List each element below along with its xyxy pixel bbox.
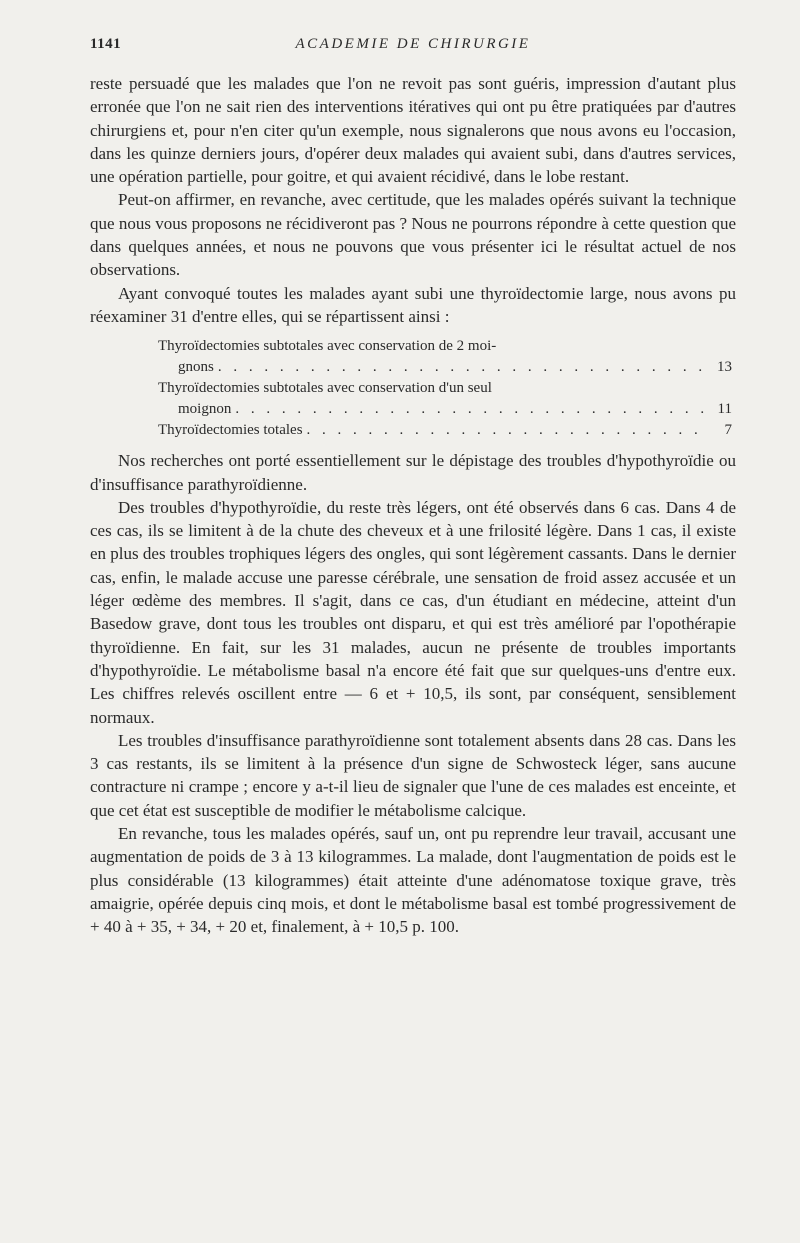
- table-row-label: Thyroïdectomies totales: [158, 422, 303, 439]
- running-header: [90, 36, 736, 60]
- table-row-label-cont: gnons: [178, 359, 214, 376]
- table-row: [158, 357, 732, 378]
- journal-title: ACADEMIE DE CHIRURGIE: [295, 36, 531, 52]
- table-row-count: 7: [724, 422, 732, 439]
- paragraph-3: Ayant convoqué toutes les malades ayant subi une thyroïdectomie large, nous avons pu réexaminer 31 d'entre elles, qui se répartissent ainsi :: [90, 283, 736, 326]
- article-body: [90, 72, 736, 939]
- leader-dots: [307, 420, 710, 441]
- paragraph-6: Les troubles d'insuffisance parathyroïdienne sont totalement absents dans 28 cas. Dans les 3 cas restants, ils se limitent à la présence d'un signe de Schwosteck léger, sans aucune contracture ni crampe ; encore y a-t-il lieu de signaler que l'une de ces malades est enceinte, et que cet état est susceptible de modifier le métabolisme calcique.: [90, 730, 736, 820]
- table-row: [158, 399, 732, 420]
- table-row: [158, 378, 732, 399]
- operations-table: [90, 336, 736, 441]
- paragraph-2: Peut-on affirmer, en revanche, avec certitude, que les malades opérés suivant la technique que nous vous proposons ne récidiveront pas ? Nous ne pourrons répondre à cette question que dans quelques années, et nous ne pouvons que vous présenter ici le résultat actuel de nos observations.: [90, 190, 736, 280]
- leader-dots: [235, 399, 710, 420]
- leader-dots: [218, 357, 710, 378]
- paragraph-7: En revanche, tous les malades opérés, sauf un, ont pu reprendre leur travail, accusant une augmentation de poids de 3 à 13 kilogrammes. La malade, dont l'augmentation de poids est le plus considérable (13 kilogrammes) était atteinte d'une adénomatose toxique grave, très amaigrie, opérée depuis cinq mois, et dont le métabolisme basal est tombé progressivement de + 40 à + 35, + 34, + 20 et, finalement, à + 10,5 p. 100.: [90, 824, 736, 937]
- table-row-count: 13: [717, 359, 732, 376]
- paragraph-5: Des troubles d'hypothyroïdie, du reste très légers, ont été observés dans 6 cas. Dans 4 de ces cas, ils se limitent à de la chute des cheveux et à une frilosité légère. Dans 1 cas, il existe en plus des troubles trophiques légers des ongles, qui sont légèrement cassants. Dans le dernier cas, enfin, le malade accuse une paresse cérébrale, une sensation de froid assez accusée et un léger œdème des membres. Il s'agit, dans ce cas, d'un étudiant en médecine, atteint d'un Basedow grave, dont tous les troubles ont disparu, et qui est très amélioré par l'opothérapie thyroïdienne. En fait, sur les 31 malades, aucun ne présente de troubles importants d'hypothyroïdie. Le métabolisme basal n'a encore été fait que sur quelques-uns d'entre eux. Les chiffres relevés oscillent entre — 6 et + 10,5, ils sont, par conséquent, sensiblement normaux.: [90, 497, 736, 727]
- paragraph-1: reste persuadé que les malades que l'on ne revoit pas sont guéris, impression d'autant plus erronée que l'on ne sait rien des interventions itératives qui ont pu être pratiquées par d'autres chirurgiens et, pour n'en citer qu'un exemple, nous signalerons que nous avons eu l'occasion, dans les quinze derniers jours, d'opérer deux malades qui avaient subi, dans d'autres services, une opération partielle, pour goitre, et qui avaient récidivé, dans le lobe restant.: [90, 74, 736, 187]
- page-number: 1141: [90, 36, 122, 52]
- table-row: [158, 336, 732, 357]
- paragraph-4: Nos recherches ont porté essentiellement sur le dépistage des troubles d'hypothyroïdie ou d'insuffisance parathyroïdienne.: [90, 451, 736, 494]
- table-row: [158, 420, 732, 441]
- table-row-count: 11: [717, 401, 732, 418]
- table-row-label: Thyroïdectomies subtotales avec conservation de 2 moi-: [158, 338, 497, 355]
- table-row-label-cont: moignon: [178, 401, 232, 418]
- table-row-label: Thyroïdectomies subtotales avec conservation d'un seul: [158, 380, 492, 397]
